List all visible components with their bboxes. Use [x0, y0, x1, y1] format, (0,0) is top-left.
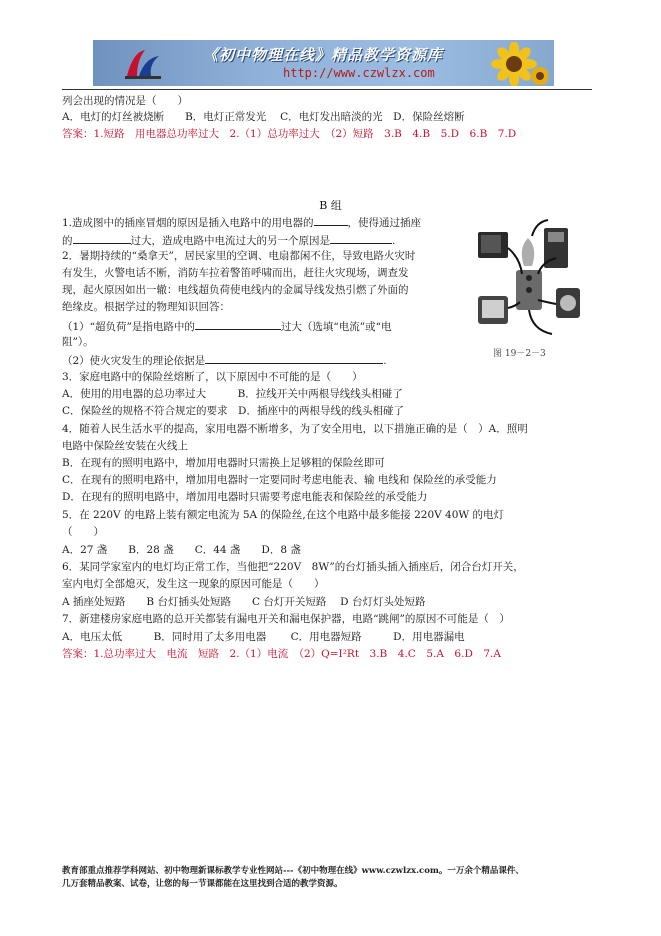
- header-divider: [62, 89, 592, 90]
- q4-option-c: C．在现有的照明电路中，增加用电器时一定要同时考虑电能表、输 电线和 保险丝的承受能力: [62, 474, 497, 486]
- q2-sub1-text-a: （1）“超负荷”是指电路中的: [62, 321, 195, 333]
- q2-sub1: [62, 318, 392, 334]
- figure-caption: 图 19－2－3: [493, 349, 546, 359]
- q2-sub1-tail: 阻”）。: [62, 336, 94, 348]
- question-tail: 列会出现的情况是（ ）: [62, 95, 188, 107]
- question-options: A．电灯的灯丝被烧断 B．电灯正常发光 C．电灯发出暗淡的光 D．保险丝熔断: [62, 111, 465, 123]
- section-b-heading: B 组: [319, 199, 342, 212]
- blank: [330, 232, 392, 244]
- q2-sub2: （2）使火灾发生的理论依据是 .: [62, 352, 387, 368]
- q3-options-cd: C．保险丝的规格不符合规定的要求 D．插座中的两根导线的线头相碰了: [62, 405, 404, 417]
- site-logo-icon: [123, 46, 163, 82]
- q1-text-b: ，使得通过插座: [347, 217, 422, 229]
- q1-text-a: 1.造成图中的插座冒烟的原因是插入电路中的用电器的: [62, 217, 314, 229]
- footer-line1: 教育部重点推荐学科网站、初中物理新课标教学专业性网站---《初中物理在线》www.czwlzx.com。一万余个精品课件、: [62, 866, 524, 876]
- q1-line1: [62, 214, 421, 230]
- blank: [205, 352, 383, 364]
- q7: 7．新建楼房家庭电路的总开关都装有漏电开关和漏电保护器，电路“跳闸”的原因不可能是（ ）: [62, 613, 510, 625]
- blank: [195, 318, 281, 330]
- q5-line1: 5．在 220V 的电路上装有额定电流为 5A 的保险丝,在这个电路中最多能接 220V 40W 的电灯: [62, 509, 505, 521]
- q2-line3: 现，起火原因如出一辙：电线超负荷使电线内的金属导线发热引燃了外面的: [62, 284, 409, 296]
- q4-line2: 电路中保险丝安装在火线上: [62, 440, 188, 452]
- q7-options: A．电压太低 B．同时用了太多用电器 C．用电器短路 D．用电器漏电: [62, 631, 465, 643]
- answer-line-b: 答案：1.总功率过大 电流 短路 2.（1）电流 （2）Q=I²Rt 3.B 4.C 5.A 6.D 7.A: [62, 648, 501, 660]
- q1-line2: 的 过大，造成电路中电流过大的另一个原因是 .: [62, 232, 395, 248]
- q2-line4: 绝缘皮。根据学过的物理知识回答：: [62, 301, 230, 313]
- q1-text-c: 的: [62, 235, 73, 247]
- q6-line2: 室内电灯全部熄灭，发生这一现象的原因可能是（ ）: [62, 578, 325, 590]
- q6-line1: 6．某同学家室内的电灯均正常工作，当他把“220V 8W”的台灯插头插入插座后，闭合台灯开关，: [62, 561, 524, 573]
- q2-line2: 有发生，火警电话不断，消防车拉着警笛呼啸而出，赶往火灾现场，调查发: [62, 267, 409, 279]
- header-banner: [93, 40, 554, 86]
- q2-sub1-text-b: 过大（选填“电流”或“电: [280, 321, 392, 333]
- header-url[interactable]: http://www.czwlzx.com: [283, 66, 435, 80]
- blank: [73, 232, 131, 244]
- overloaded-socket-figure: [472, 218, 587, 338]
- blank: [314, 214, 348, 226]
- q1-text-d: 过大，造成电路中电流过大的另一个原因是: [130, 235, 330, 247]
- header-title: 《初中物理在线》精品教学资源库: [203, 46, 444, 64]
- q4-line1: 4．随着人民生活水平的提高，家用电器不断增多，为了安全用电，以下措施正确的是（ ）A．照明: [62, 423, 528, 435]
- q2-sub2-text: （2）使火灾发生的理论依据是: [62, 355, 206, 367]
- q2-line1: 2．暑期持续的“桑拿天”，居民家里的空调、电扇都闲不住，导致电路火灾时: [62, 250, 416, 262]
- answer-line-a: 答案：1.短路 用电器总功率过大 2.（1）总功率过大 （2）短路 3.B 4.B 5.D 6.B 7.D: [62, 128, 517, 140]
- q3: 3．家庭电路中的保险丝熔断了，以下原因中不可能的是（ ）: [62, 371, 363, 383]
- q4-option-b: B．在现有的照明电路中，增加用电器时只需换上足够粗的保险丝即可: [62, 457, 385, 469]
- footer-line2: 几万套精品教案、试卷，让您的每一节课都能在这里找到合适的教学资源。: [62, 879, 343, 889]
- sunflower-icon: [474, 42, 548, 86]
- q4-option-d: D．在现有的照明电路中，增加用电器时只需要考虑电能表和保险丝的承受能力: [62, 491, 428, 503]
- q5-line2: （ ）: [62, 526, 104, 538]
- q6-options: A 插座处短路 B 台灯插头处短路 C 台灯开关短路 D 台灯灯头处短路: [62, 596, 426, 608]
- q5-options: A．27 盏 B．28 盏 C．44 盏 D．8 盏: [62, 544, 301, 556]
- q3-options-ab: A．使用的用电器的总功率过大 B．拉线开关中两根导线线头相碰了: [62, 388, 403, 400]
